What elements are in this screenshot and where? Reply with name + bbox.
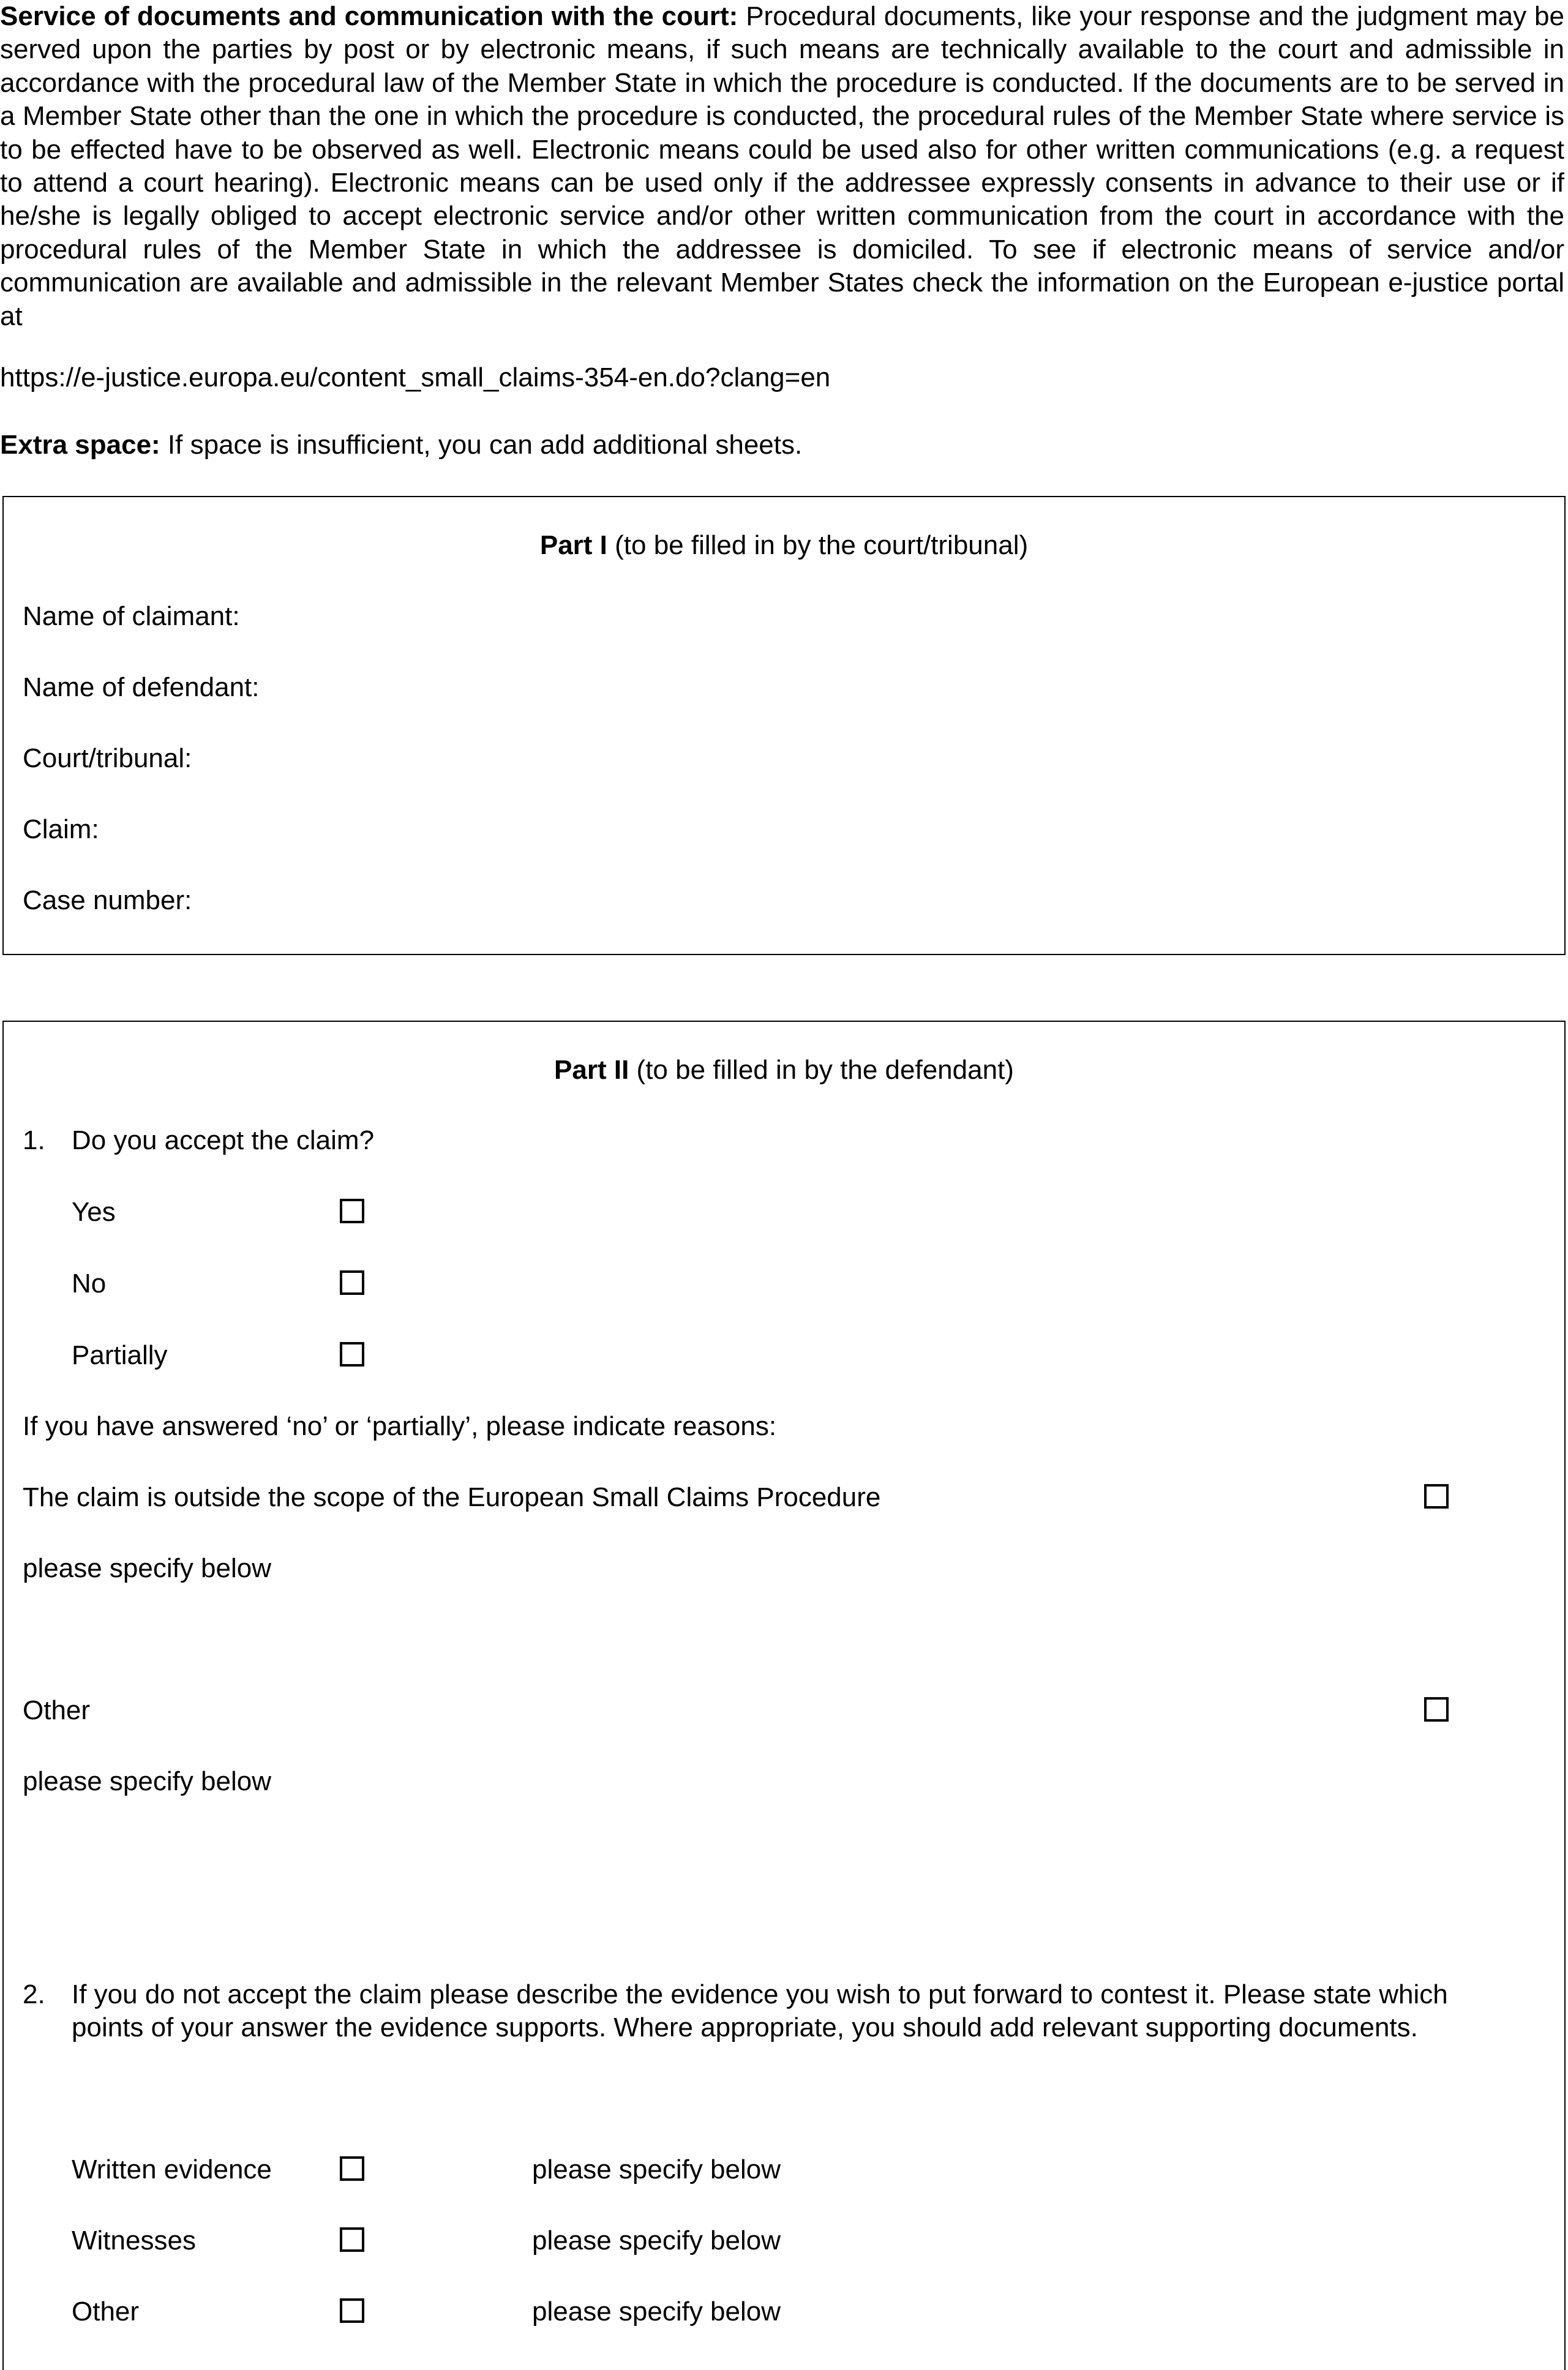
question-2-line-2: points of your answer the evidence supports. Where appropriate, you should add relevant supporting documents. <box>72 2012 1418 2042</box>
question-1-number: 1. <box>23 1125 45 1155</box>
option-partially-checkbox[interactable] <box>340 1342 364 1367</box>
option-no-checkbox[interactable] <box>340 1270 364 1295</box>
question-2-number: 2. <box>23 1979 45 2009</box>
field-court-tribunal: Court/tribunal: <box>23 743 192 773</box>
part-one-heading-rest: (to be filled in by the court/tribunal) <box>607 530 1029 560</box>
option-yes-checkbox[interactable] <box>340 1199 364 1223</box>
reason-outside-scope-label: The claim is outside the scope of the European Small Claims Procedure <box>23 1482 881 1512</box>
reasons-intro: If you have answered ‘no’ or ‘partially’, please indicate reasons: <box>23 1411 777 1441</box>
evidence-witnesses-checkbox[interactable] <box>340 2227 364 2252</box>
e-justice-url: https://e-justice.europa.eu/content_small_claims-354-en.do?clang=en <box>0 362 831 392</box>
evidence-other-label: Other <box>72 2297 140 2327</box>
question-1-text: Do you accept the claim? <box>72 1125 375 1155</box>
field-case-number: Case number: <box>23 885 192 915</box>
evidence-written-note: please specify below <box>532 2154 781 2184</box>
reason-other-checkbox[interactable] <box>1424 1697 1449 1722</box>
evidence-other-checkbox[interactable] <box>340 2298 364 2323</box>
intro-body: Procedural documents, like your response and the judgment may be served upon the parties by post or by electronic means, if such means are technically available to the court and admissible in accordance with the procedural law of the Member State in which the procedure is conducted. If the documents are to be served in a Member State other than the one in which the procedure is conducted, the procedural rules of the Member State where service is to be effected have to be observed as well. Electronic means could be used also for other written communications (e.g. a request to attend a court hearing). Electronic means can be used only if the addressee expressly consents in advance to their use or if he/she is legally obliged to accept electronic service and/or other written communication from the court in accordance with the procedural rules of the Member State in which the addressee is domiciled. To see if electronic means of service and/or communication are available and admissible in the relevant Member States check the information on the European e-justice portal at <box>0 1 1564 331</box>
evidence-written-label: Written evidence <box>72 2154 272 2184</box>
evidence-witnesses-note: please specify below <box>532 2226 781 2256</box>
part-two-heading <box>4 1054 1564 1087</box>
part-one-box <box>2 496 1566 955</box>
part-one-heading <box>4 529 1564 562</box>
extra-space-text: If space is insufficient, you can add additional sheets. <box>160 430 803 460</box>
part-two-box <box>2 1021 1566 2370</box>
reason-other-label: Other <box>23 1695 91 1725</box>
reason-outside-scope-specify: please specify below <box>23 1553 272 1583</box>
question-2-line-1: If you do not accept the claim please describe the evidence you wish to put forward to contest it. Please state which <box>72 1979 1448 2009</box>
field-claimant-name: Name of claimant: <box>23 601 240 631</box>
extra-space-label: Extra space: <box>0 430 160 460</box>
reason-other-specify: please specify below <box>23 1766 272 1796</box>
field-claim: Claim: <box>23 814 99 844</box>
evidence-other-note: please specify below <box>532 2297 781 2327</box>
option-partially-label: Partially <box>72 1340 168 1370</box>
part-two-heading-rest: (to be filled in by the defendant) <box>629 1055 1014 1085</box>
extra-space-note <box>0 429 802 462</box>
evidence-witnesses-label: Witnesses <box>72 2226 196 2256</box>
part-two-heading-bold: Part II <box>554 1055 629 1085</box>
field-defendant-name: Name of defendant: <box>23 672 260 702</box>
option-no-label: No <box>72 1269 107 1299</box>
part-one-heading-bold: Part I <box>539 530 607 560</box>
option-yes-label: Yes <box>72 1197 116 1227</box>
evidence-written-checkbox[interactable] <box>340 2156 364 2181</box>
reason-outside-scope-checkbox[interactable] <box>1424 1484 1449 1509</box>
intro-lead: Service of documents and communication with the court: <box>0 1 738 31</box>
intro-paragraph <box>0 0 1564 333</box>
